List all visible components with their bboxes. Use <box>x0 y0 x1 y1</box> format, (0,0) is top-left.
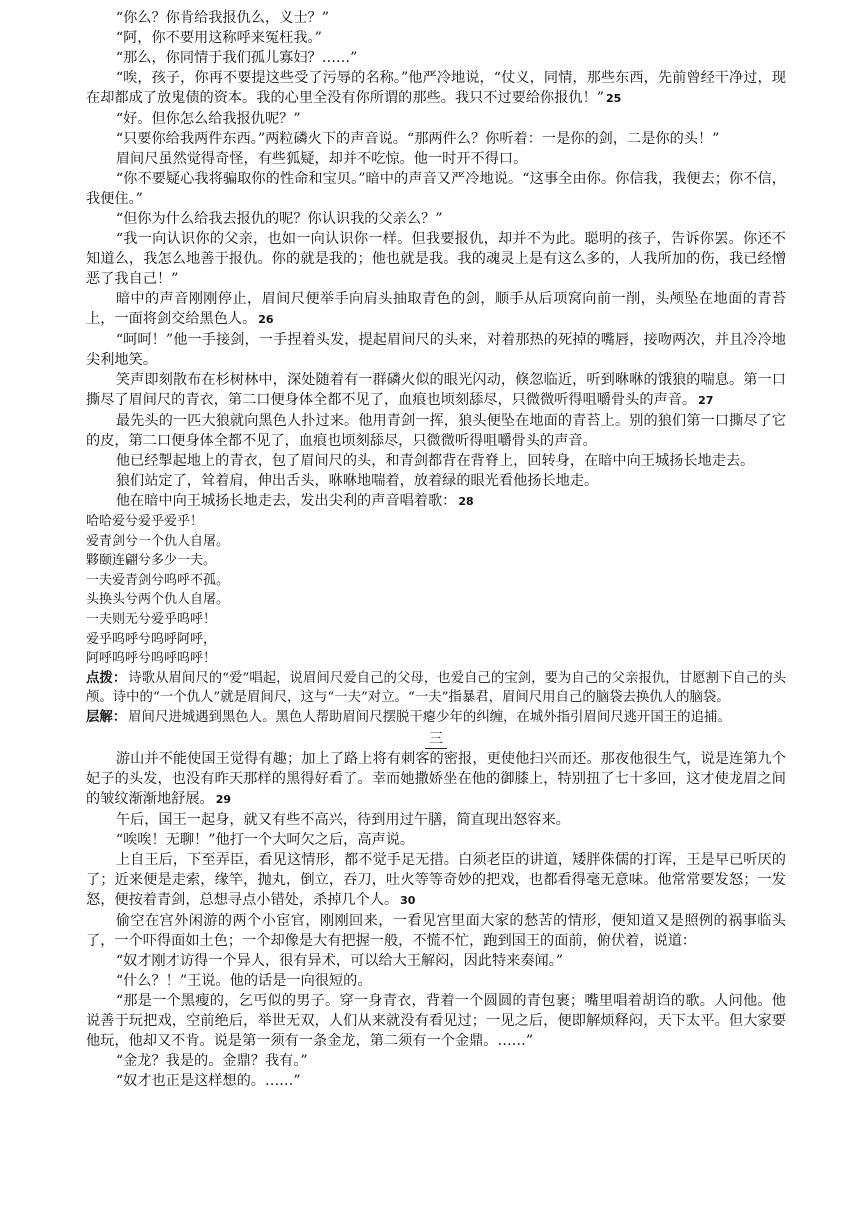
paragraph-text: “奴才刚才访得一个异人，很有异术，可以给大王解闷，因此特来奏闻。” <box>115 952 564 969</box>
paragraph-number: 25 <box>606 92 622 105</box>
paragraph-text: “呵呵！”他一手接剑，一手捏着头发，提起眉间尺的头来，对着那热的死掉的嘴唇，接吻两次，并且冷冷地尖利地笑。 <box>86 332 786 368</box>
paragraph-text: “阿，你不要用这称呼来冤枉我。” <box>115 30 322 46</box>
paragraph-text: “什么？！”王说。他的话是一向很短的。 <box>115 972 372 989</box>
cengjie-text: 眉间尺进城遇到黑色人。黑色人帮助眉间尺摆脱干瘪少年的纠缠，在城外指引眉间尺逃开国王的追捕。 <box>128 709 731 725</box>
paragraph <box>86 289 786 330</box>
paragraph <box>86 370 786 411</box>
poem-line: 一夫爱青剑兮呜呼不孤。 <box>86 572 230 588</box>
dianbo-note <box>86 669 786 708</box>
paragraph-number: 29 <box>215 792 232 806</box>
dianbo-text: 诗歌从眉间尺的“爱”唱起，说眉间尺爱自己的父母，也爱自己的宝剑，要为自己的父亲报仇，甘愿割下自己的头颅。诗中的“一个仇人”就是眉间尺，这与“一夫”对立。“一夫”指暴君，眉间尺用自己的脑袋去换仇人的脑袋。 <box>86 670 786 706</box>
paragraph <box>86 48 786 68</box>
paragraph <box>86 850 786 911</box>
paragraph-number: 27 <box>698 394 714 407</box>
poem-line: 阿呼呜呼兮呜呼呜呼！ <box>86 651 217 667</box>
paragraph <box>86 169 786 209</box>
paragraph-text: “你么？你肯给我报仇么，义士？” <box>115 10 329 26</box>
paragraph <box>86 229 786 289</box>
paragraph-text: 午后，国王一起身，就又有些不高兴，待到用过午膳，简直现出怒容来。 <box>115 811 570 828</box>
paragraph-text: 他在暗中向王城扬长地走去，发出尖利的声音唱着歌： <box>115 493 457 509</box>
paragraph <box>86 109 786 129</box>
paragraph-text: “那是一个黑瘦的，乞丐似的男子。穿一身青衣，背着一个圆圆的青包裹；嘴里唱着胡诌的歌。人问他。他说善于玩把戏，空前绝后，举世无双，人们从来就没有看见过；一见之后，便即解烦释闷，天下太平。但大家要他玩，他却又不肯。说是第一须有一条金龙，第二须有一个金鼎。……” <box>86 992 786 1049</box>
paragraph <box>86 991 786 1051</box>
paragraph <box>86 749 786 810</box>
paragraph-text: “只要你给我两件东西。”两粒磷火下的声音说。“那两件么？你听着：一是你的剑，二是你的头！” <box>115 131 720 147</box>
paragraph-number: 28 <box>458 495 474 508</box>
paragraph-text: 他已经掣起地上的青衣，包了眉间尺的头，和青剑都背在背脊上，回转身，在暗中向王城扬长地走去。 <box>115 453 755 469</box>
section-heading <box>86 730 786 749</box>
paragraph-text: 上自王后，下至弄臣，看见这情形，都不觉手足无措。白须老臣的讲道，矮胖侏儒的打诨，王是早已听厌的了；近来便是走索，缘竿，抛丸，倒立，吞刀，吐火等等奇妙的把戏，也都看得毫无意味。他常常要发怒；一发怒，便按着青剑，总想寻点小错处，杀掉几个人。 <box>86 851 786 908</box>
paragraph-text: “你不要疑心我将骗取你的性命和宝贝。”暗中的声音又严冷地说。“这事全由你。你信我，我便去；你不信，我便住。” <box>86 171 786 207</box>
paragraph <box>86 911 786 951</box>
paragraph <box>86 209 786 229</box>
paragraph <box>86 149 786 169</box>
paragraph <box>86 28 786 48</box>
story-section-three <box>86 749 786 1091</box>
paragraph <box>86 451 786 471</box>
poem-line: 哈哈爱兮爱乎爱乎！ <box>86 514 204 529</box>
paragraph-text: “但你为什么给我去报仇的呢？你认识我的父亲么？” <box>115 211 443 227</box>
paragraph-text: 游山并不能使国王觉得有趣；加上了路上将有刺客的密报，更使他扫兴而还。那夜他很生气，说是连第九个妃子的头发，也没有昨天那样的黑得好看了。幸而她撒娇坐在他的御膝上，特别扭了七十多回，这才使龙眉之间的皱纹渐渐地舒展。 <box>86 750 786 807</box>
paragraph <box>86 830 786 850</box>
poem-line: 爱乎呜呼兮呜呼阿呼， <box>86 631 217 647</box>
paragraph-text: 暗中的声音刚刚停止，眉间尺便举手向肩头抽取青色的剑，顺手从后项窝向前一削，头颅坠在地面的青苔上，一面将剑交给黑色人。 <box>86 291 786 327</box>
poem-line: 爱青剑兮一个仇人自屠。 <box>86 533 230 549</box>
paragraph <box>86 951 786 971</box>
paragraph-text: 偷空在宫外闲游的两个小宦官，刚刚回来，一看见宫里面大家的愁苦的情形，便知道又是照例的祸事临头了，一个吓得面如土色；一个却像是大有把握一般，不慌不忙，跑到国王的面前，俯伏着，说道： <box>86 912 786 949</box>
paragraph <box>86 1051 786 1071</box>
paragraph <box>86 8 786 28</box>
page <box>86 8 786 1091</box>
paragraph-text: “好。但你怎么给我报仇呢？” <box>115 111 301 127</box>
dianbo-label: 点拨： <box>86 669 127 686</box>
paragraph <box>86 1071 786 1091</box>
paragraph-text: 眉间尺虽然觉得奇怪，有些狐疑，却并不吃惊。他一时开不得口。 <box>115 151 528 167</box>
paragraph-number: 30 <box>400 893 416 907</box>
paragraph <box>86 971 786 991</box>
cengjie-label: 层解： <box>86 708 127 725</box>
paragraph <box>86 810 786 830</box>
paragraph-text: “那么，你同情于我们孤儿寡妇？……” <box>115 50 358 66</box>
story-section-two <box>86 8 786 512</box>
paragraph <box>86 411 786 451</box>
section-title: 三 <box>425 730 447 749</box>
paragraph-number: 26 <box>258 313 274 326</box>
poem-block <box>86 512 786 669</box>
annotation-block <box>86 669 786 728</box>
poem-line: 头换头兮两个仇人自屠。 <box>86 592 230 608</box>
paragraph <box>86 68 786 109</box>
paragraph <box>86 471 786 491</box>
paragraph-text: “奴才也正是这样想的。……” <box>115 1072 301 1089</box>
poem-line: 一夫则无兮爱乎呜呼！ <box>86 611 217 627</box>
paragraph-text: “我一向认识你的父亲，也如一向认识你一样。但我要报仇，却并不为此。聪明的孩子，告诉你罢。你还不知道么，我怎么地善于报仇。你的就是我的；他也就是我。我的魂灵上是有这么多的，人我所加的伤，我已经憎恶了我自己！” <box>86 231 786 287</box>
cengjie-note <box>86 708 786 728</box>
paragraph-text: “金龙？我是的。金鼎？我有。” <box>115 1052 308 1069</box>
paragraph <box>86 129 786 149</box>
paragraph <box>86 491 786 512</box>
paragraph-text: 狼们站定了，耸着肩，伸出舌头，咻咻地喘着，放着绿的眼光看他扬长地走。 <box>115 473 599 489</box>
paragraph-text: “唉，孩子，你再不要提这些受了污辱的名称。”他严冷地说，“仗义，同情，那些东西，先前曾经干净过，现在却都成了放鬼债的资本。我的心里全没有你所谓的那些。我只不过要给你报仇！” <box>86 70 786 106</box>
paragraph-text: 最先头的一匹大狼就向黑色人扑过来。他用青剑一挥，狼头便坠在地面的青苔上。别的狼们第一口撕尽了它的皮，第二口便身体全都不见了，血痕也顷刻舔尽，只微微听得咀嚼骨头的声音。 <box>86 413 786 449</box>
paragraph-text: 笑声即刻散布在杉树林中，深处随着有一群磷火似的眼光闪动，倏忽临近，听到咻咻的饿狼的喘息。第一口撕尽了眉间尺的青衣，第二口便身体全都不见了，血痕也顷刻舔尽，只微微听得咀嚼骨头的声音。 <box>86 372 786 408</box>
poem-line: 夥颐连翩兮多少一夫。 <box>86 553 217 569</box>
paragraph-text: “唉唉！无聊！”他打一个大呵欠之后，高声说。 <box>115 831 415 848</box>
paragraph <box>86 330 786 370</box>
